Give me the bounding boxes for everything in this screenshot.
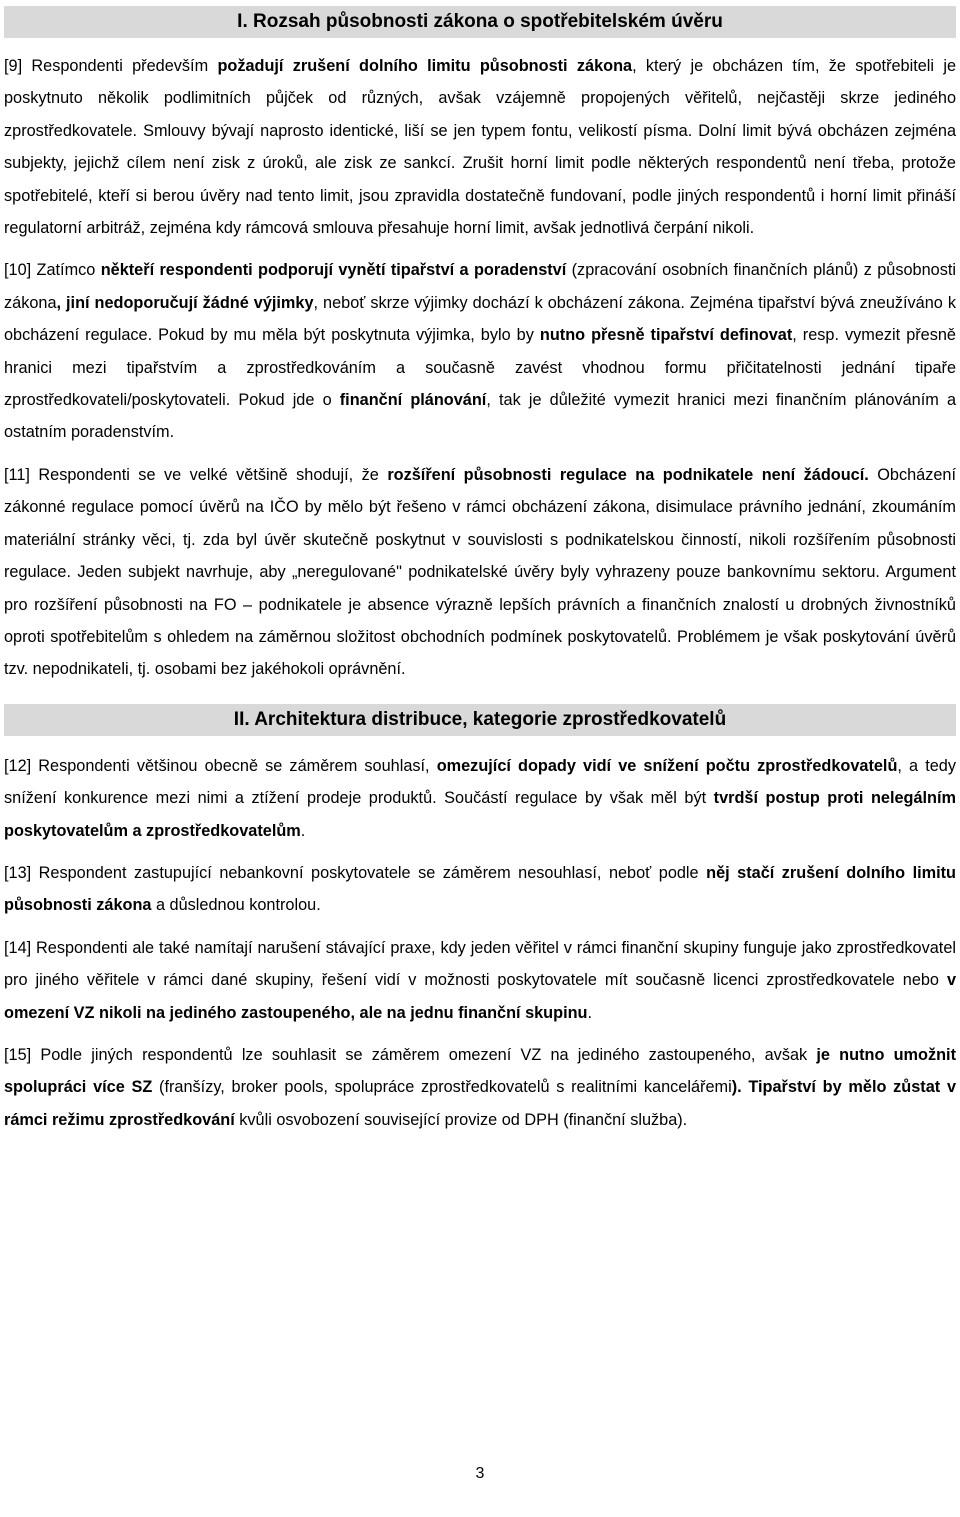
text-run: , neboť skrze výjimky dochází k obcházení zákona. Zejména tipařství bývá zneužíváno k obcházení regulace. Pokud by mu měla být poskytnuta výjimka, bylo by [4,293,956,345]
text-run: , který je obcházen tím, že spotřebiteli je poskytnuto několik podlimitních půjček od různých, avšak vzájemně propojených věřitelů, nejčastěji skrze jediného zprostředkovatele. Smlouvy bývají naprosto identické, liší se jen typem fontu, velikostí písma. Dolní limit bývá obcházen zejména subjekty, jejichž cílem není zisk z úroků, ale zisk ze sankcí. Zrušit horní limit podle některých respondentů není třeba, protože spotřebitelé, kteří si berou úvěry nad tento limit, jsou zpravidla dostatečně fundovaní, podle jiných respondentů i horní limit přináší regulatorní arbitráž, zejména kdy rámcová smlouva přesahuje horní limit, avšak jednotlivá čerpání nikoli. [4,57,956,238]
text-run: , tak je důležité vymezit hranici mezi finančním plánováním a ostatním poradenstvím. [4,391,956,442]
text-run: , a tedy snížení konkurence mezi nimi a ztížení prodeje produktů. Součástí regulace by však měl být [4,756,956,808]
text-run: [12] Respondenti většinou obecně se záměrem souhlasí, [4,756,437,775]
text-run: . [587,1003,593,1022]
bold-text: je nutno umožnit spolupráci více SZ [4,1045,957,1097]
text-run: [11] Respondenti se ve velké většině shodují, že [4,465,388,484]
bold-text: tvrdší postup proti nelegálním poskytovatelům a zprostředkovatelům [4,789,956,840]
bold-text: omezující dopady vidí ve snížení počtu zprostředkovatelů [436,756,898,775]
text-run: a důslednou kontrolou. [151,896,321,915]
text-run: (franšízy, broker pools, spolupráce zprostředkovatelů s realitními kancelářemi [152,1078,732,1097]
page-number: 3 [475,1465,485,1482]
bold-text: finanční plánování [339,391,487,410]
bold-text: něj stačí zrušení dolního limitu působnosti zákona [4,863,956,915]
bold-text: někteří respondenti podporují vynětí tipařství a poradenství [100,261,567,280]
section-heading-2: II. Architektura distribuce, kategorie zprostředkovatelů [4,704,956,736]
text-run: [10] Zatímco [4,261,101,280]
text-run: [13] Respondent zastupující nebankovní poskytovatele se záměrem nesouhlasí, neboť podle [4,863,707,882]
text-run: [15] Podle jiných respondentů lze souhlasit se záměrem omezení VZ na jediného zastoupeného, avšak [4,1045,817,1064]
bold-text: nutno přesně tipařství definovat [539,326,793,345]
text-run: , resp. vymezit přesně hranici mezi tipařstvím a zprostředkováním a současně zavést vhodnou formu přičitatelnosti jednání tipaře zprostředkovateli/poskytovateli. Pokud jde o [4,326,956,410]
text-run: . [300,821,306,840]
text-run: kvůli osvobození související provize od DPH (finanční služba). [234,1110,688,1129]
paragraph-9 [4,50,956,244]
paragraph-12 [4,750,956,847]
paragraph-15 [4,1039,956,1136]
paragraph-11 [4,459,956,686]
text-run: (zpracování osobních finančních plánů) z působnosti zákona [4,261,956,312]
bold-text: požadují zrušení dolního limitu působnosti zákona [217,57,633,75]
paragraph-14 [4,932,956,1029]
section-heading-1: I. Rozsah působnosti zákona o spotřebitelském úvěru [4,6,956,38]
bold-text: , jiní nedoporučují žádné výjimky [56,293,314,312]
text-run: [9] Respondenti především [4,57,218,75]
paragraph-10 [4,254,956,448]
paragraph-13 [4,857,956,922]
text-run: Obcházení zákonné regulace pomocí úvěrů na IČO by mělo být řešeno v rámci obcházení zákona, disimulace právního jednání, zkoumáním materiální stránky věci, tj. zda byl úvěr skutečně poskytnut v souvislosti s podnikatelskou činností, nikoli rozšířením působnosti regulace. Jeden subjekt navrhuje, aby „neregulované" podnikatelské úvěry byly vyhrazeny pouze bankovnímu sektoru. Argument pro rozšíření působnosti na FO – podnikatele je absence výrazně lepších právních a finančních znalostí u drobných živnostníků oproti spotřebitelům s ohledem na záměrnou složitost obchodních podmínek poskytovatelů. Problémem je však poskytování úvěrů tzv. nepodnikateli, tj. osobami bez jakéhokoli oprávnění. [4,465,956,679]
bold-text: rozšíření působnosti regulace na podnikatele není žádoucí. [387,465,869,484]
bold-text: ). Tipařství by mělo zůstat v rámci režimu zprostředkování [4,1078,956,1129]
text-run: [14] Respondenti ale také namítají narušení stávající praxe, kdy jeden věřitel v rámci finanční skupiny funguje jako zprostředkovatel pro jiného věřitele v rámci dané skupiny, řešení vidí v možnosti poskytovatele mít současně licenci zprostředkovatele nebo [4,938,956,990]
bold-text: v omezení VZ nikoli na jediného zastoupeného, ale na jednu finanční skupinu [4,971,956,1022]
